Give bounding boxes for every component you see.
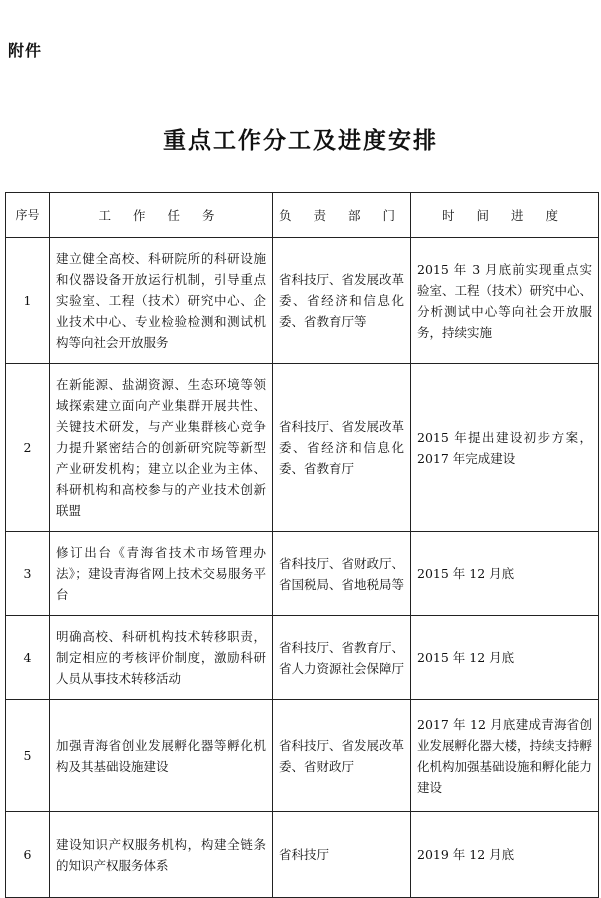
row-dept: 省科技厅、省发展改革委、省财政厅 — [273, 700, 411, 812]
row-dept: 省科技厅、省教育厅、省人力资源社会保障厅 — [273, 616, 411, 700]
header-schedule: 时 间 进 度 — [411, 193, 599, 238]
row-schedule: 2017 年 12 月底建成青海省创业发展孵化器大楼，持续支持孵化机构加强基础设施和孵化能力建设 — [411, 700, 599, 812]
row-dept: 省科技厅、省财政厅、省国税局、省地税局等 — [273, 532, 411, 616]
row-number: 6 — [6, 812, 50, 898]
row-number: 4 — [6, 616, 50, 700]
row-dept: 省科技厅、省发展改革委、省经济和信息化委、省教育厅 — [273, 364, 411, 532]
row-number: 1 — [6, 238, 50, 364]
header-dept: 负 责 部 门 — [273, 193, 411, 238]
row-schedule: 2015 年 3 月底前实现重点实验室、工程（技术）研究中心、分析测试中心等向社会开放服务，持续实施 — [411, 238, 599, 364]
row-dept: 省科技厅 — [273, 812, 411, 898]
table-row — [6, 812, 599, 898]
row-dept: 省科技厅、省发展改革委、省经济和信息化委、省教育厅等 — [273, 238, 411, 364]
row-task: 建立健全高校、科研院所的科研设施和仪器设备开放运行机制，引导重点实验室、工程（技术）研究中心、企业技术中心、专业检验检测和测试机构等向社会开放服务 — [50, 238, 273, 364]
table-row — [6, 364, 599, 532]
table-header-row — [6, 193, 599, 238]
row-task: 加强青海省创业发展孵化器等孵化机构及其基础设施建设 — [50, 700, 273, 812]
row-schedule: 2015 年 12 月底 — [411, 616, 599, 700]
row-schedule: 2015 年提出建设初步方案，2017 年完成建设 — [411, 364, 599, 532]
page-title: 重点工作分工及进度安排 — [163, 127, 438, 154]
row-number: 3 — [6, 532, 50, 616]
row-number: 5 — [6, 700, 50, 812]
row-task: 明确高校、科研机构技术转移职责，制定相应的考核评价制度，激励科研人员从事技术转移活动 — [50, 616, 273, 700]
row-number: 2 — [6, 364, 50, 532]
row-task: 在新能源、盐湖资源、生态环境等领域探索建立面向产业集群开展共性、关键技术研发，与产业集群核心竞争力提升紧密结合的创新研究院等新型产业研发机构；建立以企业为主体、科研机构和高校参与的产业技术创新联盟 — [50, 364, 273, 532]
header-task: 工 作 任 务 — [50, 193, 273, 238]
task-schedule-table — [5, 192, 599, 898]
row-schedule: 2019 年 12 月底 — [411, 812, 599, 898]
table-row — [6, 238, 599, 364]
row-schedule: 2015 年 12 月底 — [411, 532, 599, 616]
table-row — [6, 616, 599, 700]
table-row — [6, 700, 599, 812]
table-row — [6, 532, 599, 616]
row-task: 建设知识产权服务机构，构建全链条的知识产权服务体系 — [50, 812, 273, 898]
header-no: 序号 — [6, 193, 50, 238]
attachment-label: 附件 — [8, 41, 43, 60]
row-task: 修订出台《青海省技术市场管理办法》；建设青海省网上技术交易服务平台 — [50, 532, 273, 616]
